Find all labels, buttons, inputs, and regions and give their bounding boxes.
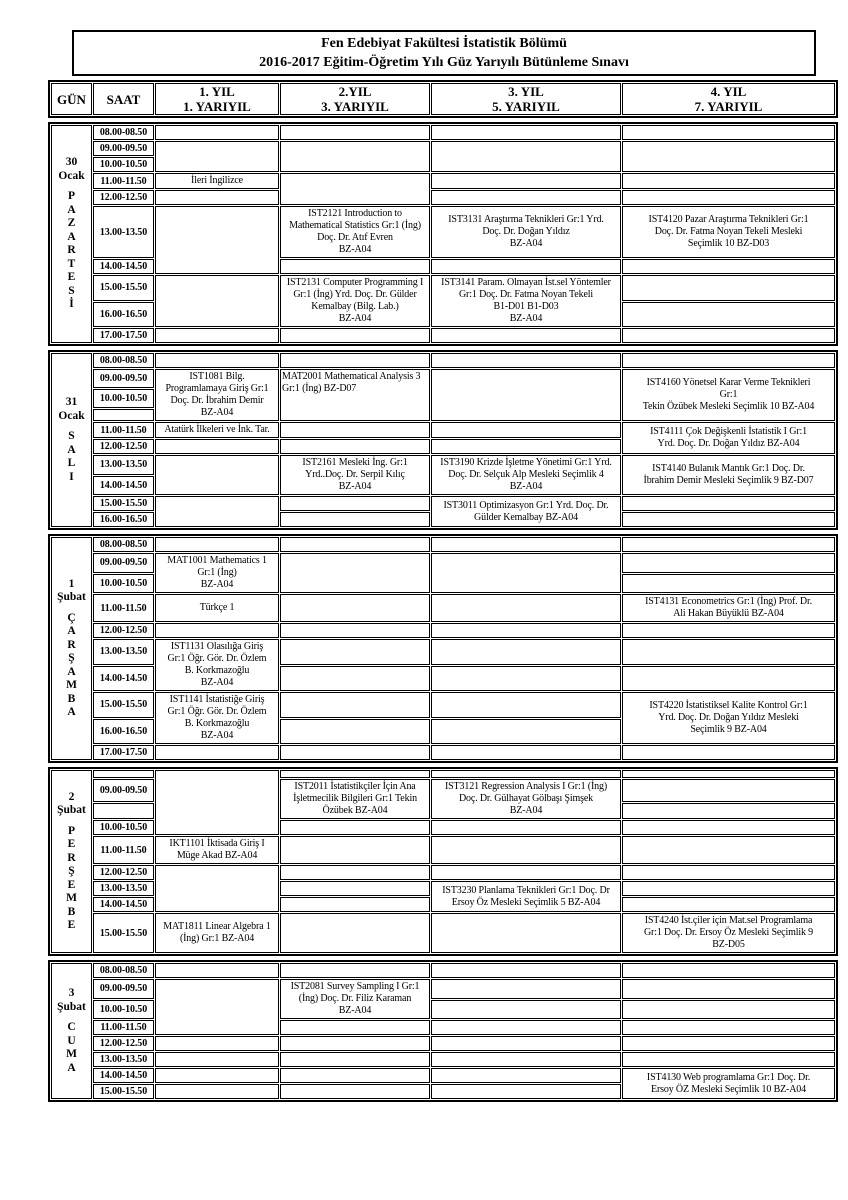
time-cell: 15.00-15.50 [93,496,154,511]
time-cell: 09.00-09.50 [93,979,154,999]
exam-cell: IST3011 Optimizasyon Gr:1 Yrd. Doç. Dr. Gülder Kemalbay BZ-A04 [431,496,621,527]
day-label [51,963,92,1099]
exam-cell: İleri İngilizce [155,173,279,189]
day-label [51,537,92,760]
empty-cell [431,190,621,205]
time-cell: 11.00-11.50 [93,836,154,864]
empty-cell [280,353,430,368]
empty-cell [155,963,279,978]
empty-cell [155,770,279,835]
time-cell: 10.00-10.50 [93,820,154,835]
year-label: 4. YIL [710,84,747,99]
document-title [72,30,816,76]
time-cell: 12.00-12.50 [93,439,154,454]
empty-cell [280,692,430,718]
exam-cell: IST4131 Econometrics Gr:1 (İng) Prof. Dr. Ali Hakan Büyüklü BZ-A04 [622,594,835,622]
header-year-2 [280,83,430,115]
empty-cell [622,125,835,140]
empty-cell [622,666,835,692]
time-cell: 10.00-10.50 [93,157,154,172]
exam-cell: IST3190 Krizde İşletme Yönetimi Gr:1 Yrd. Doç. Dr. Selçuk Alp Mesleki Seçimlik 4 BZ-A04 [431,455,621,495]
empty-cell [431,353,621,368]
day-label [51,770,92,953]
schedule-table [48,80,838,1102]
empty-cell [622,259,835,274]
empty-cell [280,820,430,835]
exam-cell: IST4140 Bulanık Mantık Gr:1 Doç. Dr. İbrahim Demir Mesleki Seçimlik 9 BZ-D07 [622,455,835,495]
empty-cell [622,328,835,343]
empty-cell [155,353,279,368]
time-cell: 09.00-09.50 [93,553,154,573]
empty-cell [431,369,621,421]
day-block [48,122,838,346]
empty-cell [431,125,621,140]
day-weekday: P A Z A R T E S İ [67,190,76,311]
empty-cell [431,259,621,274]
time-cell: 14.00-14.50 [93,897,154,912]
time-cell: 14.00-14.50 [93,1068,154,1083]
day-date: 3 Şubat [57,987,86,1013]
empty-cell [622,779,835,802]
empty-cell [431,623,621,638]
empty-cell [280,1068,430,1083]
time-cell: 13.00-13.50 [93,881,154,896]
empty-cell [155,1052,279,1067]
time-cell [93,770,154,778]
empty-cell [622,302,835,328]
empty-cell [431,1000,621,1020]
semester-label: 1. YARIYIL [183,99,251,114]
exam-cell: IST3230 Planlama Teknikleri Gr:1 Doç. Dr Ersoy Öz Mesleki Seçimlik 5 BZ-A04 [431,881,621,912]
day-date: 31 Ocak [58,396,85,422]
time-cell: 17.00-17.50 [93,745,154,760]
exam-cell: IST1081 Bilg. Programlamaya Giriş Gr:1 Doç. Dr. İbrahim Demir BZ-A04 [155,369,279,421]
empty-cell [622,865,835,880]
empty-cell [431,422,621,438]
empty-cell [431,1020,621,1035]
empty-cell [622,881,835,896]
exam-cell: IST4220 İstatistiksel Kalite Kontrol Gr:1 Yrd. Doç. Dr. Doğan Yıldız Mesleki Seçimlik 9 BZ-A04 [622,692,835,744]
empty-cell [280,1052,430,1067]
empty-cell [280,836,430,864]
empty-cell [155,979,279,1035]
empty-cell [431,836,621,864]
exam-cell: Atatürk İlkeleri ve İnk. Tar. [155,422,279,438]
exam-cell: MAT1001 Mathematics 1 Gr:1 (İng) BZ-A04 [155,553,279,593]
time-cell: 17.00-17.50 [93,328,154,343]
empty-cell [431,173,621,189]
day-weekday: Ç A R Ş A M B A [66,611,77,718]
time-cell: 14.00-14.50 [93,259,154,274]
time-cell: 11.00-11.50 [93,422,154,438]
day-date: 2 Şubat [57,790,86,816]
empty-cell [622,512,835,527]
empty-cell [155,328,279,343]
header-year-3 [431,83,621,115]
time-cell: 11.00-11.50 [93,173,154,189]
empty-cell [280,865,430,880]
time-cell: 16.00-16.50 [93,512,154,527]
empty-cell [155,455,279,495]
empty-cell [431,1084,621,1099]
empty-cell [622,745,835,760]
time-cell: 11.00-11.50 [93,1020,154,1035]
exam-cell: IST4111 Çok Değişkenli İstatistik I Gr:1 Yrd. Doç. Dr. Doğan Yıldız BZ-A04 [622,422,835,454]
year-label: 2.YIL [338,84,372,99]
header-row [48,80,838,118]
time-cell: 08.00-08.50 [93,353,154,368]
empty-cell [280,512,430,527]
empty-cell [622,979,835,999]
empty-cell [431,1036,621,1051]
empty-cell [431,1068,621,1083]
time-cell: 10.00-10.50 [93,1000,154,1020]
year-label: 1. YIL [199,84,235,99]
empty-cell [622,770,835,778]
time-cell: 14.00-14.50 [93,666,154,692]
empty-cell [622,353,835,368]
empty-cell [280,745,430,760]
time-cell: 09.00-09.50 [93,369,154,388]
empty-cell [280,913,430,953]
time-cell: 08.00-08.50 [93,125,154,140]
empty-cell [431,553,621,593]
empty-cell [155,865,279,912]
empty-cell [431,141,621,172]
day-weekday: P E R Ş E M B E [66,824,77,931]
empty-cell [622,496,835,511]
empty-cell [280,173,430,205]
time-cell: 13.00-13.50 [93,639,154,665]
empty-cell [280,623,430,638]
exam-cell: MAT2001 Mathematical Analysis 3 Gr:1 (İng) BZ-D07 [280,369,430,421]
empty-cell [622,820,835,835]
empty-cell [431,913,621,953]
empty-cell [622,1020,835,1035]
exam-cell: IST2131 Computer Programming I Gr:1 (İng) Yrd. Doç. Dr. Gülder Kemalbay (Bilg. Lab.) BZ-A04 [280,275,430,327]
empty-cell [622,1036,835,1051]
empty-cell [431,1052,621,1067]
empty-cell [155,125,279,140]
empty-cell [155,623,279,638]
exam-cell: IST4130 Web programlama Gr:1 Doç. Dr. Ersoy ÖZ Mesleki Seçimlik 10 BZ-A04 [622,1068,835,1099]
empty-cell [431,719,621,745]
time-cell: 10.00-10.50 [93,389,154,408]
empty-cell [280,496,430,511]
exam-cell: IST1141 İstatistiğe Giriş Gr:1 Öğr. Gör. Dr. Özlem B. Korkmazoğlu BZ-A04 [155,692,279,744]
day-block [48,350,838,530]
semester-label: 5. YARIYIL [492,99,560,114]
header-year-1 [155,83,279,115]
empty-cell [280,770,430,778]
empty-cell [280,897,430,912]
empty-cell [622,1000,835,1020]
empty-cell [622,803,835,819]
empty-cell [155,1068,279,1083]
exam-cell: IST4120 Pazar Araştırma Teknikleri Gr:1 Doç. Dr. Fatma Noyan Tekeli Mesleki Seçimlik 10 BZ-D03 [622,206,835,258]
empty-cell [622,639,835,665]
empty-cell [622,963,835,978]
empty-cell [622,275,835,301]
empty-cell [431,639,621,665]
day-block [48,534,838,763]
empty-cell [280,594,430,622]
empty-cell [280,125,430,140]
empty-cell [431,979,621,999]
empty-cell [280,141,430,172]
empty-cell [280,553,430,593]
empty-cell [431,770,621,778]
exam-cell: IST1131 Olasılığa Giriş Gr:1 Öğr. Gör. Dr. Özlem B. Korkmazoğlu BZ-A04 [155,639,279,691]
empty-cell [431,328,621,343]
exam-cell: IST3131 Araştırma Teknikleri Gr:1 Yrd. Doç. Dr. Doğan Yıldız BZ-A04 [431,206,621,258]
semester-label: 3. YARIYIL [321,99,389,114]
empty-cell [622,623,835,638]
time-cell: 13.00-13.50 [93,206,154,258]
empty-cell [280,439,430,454]
empty-cell [280,1020,430,1035]
exam-cell: IST2121 Introduction to Mathematical Statistics Gr:1 (İng) Doç. Dr. Atıf Evren BZ-A04 [280,206,430,258]
time-cell: 15.00-15.50 [93,1084,154,1099]
empty-cell [431,963,621,978]
empty-cell [280,328,430,343]
time-cell: 13.00-13.50 [93,455,154,475]
empty-cell [155,439,279,454]
day-weekday: C U M A [66,1021,77,1074]
empty-cell [155,1036,279,1051]
time-cell: 12.00-12.50 [93,1036,154,1051]
title-line-1: Fen Edebiyat Fakültesi İstatistik Bölümü [321,36,567,51]
time-cell [93,409,154,421]
empty-cell [622,141,835,172]
day-weekday: S A L I [67,430,76,483]
time-cell: 16.00-16.50 [93,302,154,328]
empty-cell [431,537,621,552]
exam-cell: IST3121 Regression Analysis I Gr:1 (İng) Doç. Dr. Gülhayat Gölbaşı Şimşek BZ-A04 [431,779,621,819]
time-cell: 13.00-13.50 [93,1052,154,1067]
time-cell: 08.00-08.50 [93,963,154,978]
day-label [51,353,92,527]
title-line-2: 2016-2017 Eğitim-Öğretim Yılı Güz Yarıyılı Bütünleme Sınavı [259,55,629,70]
exam-cell: IST2011 İstatistikçiler İçin Ana İşletmecilik Bilgileri Gr:1 Tekin Özübek BZ-A04 [280,779,430,819]
time-cell: 11.00-11.50 [93,594,154,622]
empty-cell [155,190,279,205]
empty-cell [280,1036,430,1051]
empty-cell [622,1052,835,1067]
empty-cell [431,745,621,760]
empty-cell [280,719,430,745]
empty-cell [622,553,835,573]
exam-cell: MAT1811 Linear Algebra 1 (İng) Gr:1 BZ-A04 [155,913,279,953]
day-date: 1 Şubat [57,577,86,603]
empty-cell [431,666,621,692]
empty-cell [431,865,621,880]
time-cell: 10.00-10.50 [93,574,154,594]
empty-cell [280,1084,430,1099]
time-cell: 16.00-16.50 [93,719,154,745]
time-cell: 12.00-12.50 [93,865,154,880]
empty-cell [155,206,279,274]
exam-cell: IST2161 Mesleki İng. Gr:1 Yrd..Doç. Dr. Serpil Kılıç BZ-A04 [280,455,430,495]
time-cell: 08.00-08.50 [93,537,154,552]
time-cell: 12.00-12.50 [93,623,154,638]
empty-cell [155,141,279,172]
year-label: 3. YIL [508,84,544,99]
empty-cell [622,574,835,594]
time-cell [93,803,154,819]
exam-cell: IKT1101 İktisada Giriş I Müge Akad BZ-A04 [155,836,279,864]
time-cell: 14.00-14.50 [93,476,154,496]
day-label [51,125,92,343]
empty-cell [280,639,430,665]
empty-cell [280,537,430,552]
time-cell: 15.00-15.50 [93,913,154,953]
empty-cell [622,173,835,189]
day-block [48,960,838,1102]
empty-cell [155,1084,279,1099]
time-cell: 09.00-09.50 [93,141,154,156]
empty-cell [280,666,430,692]
empty-cell [622,836,835,864]
exam-cell: IST4240 İst.çiler için Mat.sel Programlama Gr:1 Doç. Dr. Ersoy Öz Mesleki Seçimlik 9 BZ-D05 [622,913,835,953]
empty-cell [280,259,430,274]
empty-cell [155,496,279,527]
empty-cell [431,439,621,454]
empty-cell [431,820,621,835]
empty-cell [280,881,430,896]
empty-cell [622,537,835,552]
time-cell: 15.00-15.50 [93,275,154,301]
header-gun: GÜN [51,83,92,115]
time-cell: 15.00-15.50 [93,692,154,718]
empty-cell [155,275,279,327]
semester-label: 7. YARIYIL [694,99,763,114]
empty-cell [431,594,621,622]
exam-cell: IST4160 Yönetsel Karar Verme Teknikleri Gr:1 Tekin Özübek Mesleki Seçimlik 10 BZ-A04 [622,369,835,421]
day-block [48,767,838,956]
empty-cell [280,963,430,978]
empty-cell [431,692,621,718]
empty-cell [155,537,279,552]
exam-cell: IST2081 Survey Sampling I Gr:1 (İng) Doç. Dr. Filiz Karaman BZ-A04 [280,979,430,1019]
header-year-4 [622,83,835,115]
day-date: 30 Ocak [58,156,85,182]
empty-cell [280,422,430,438]
time-cell: 12.00-12.50 [93,190,154,205]
empty-cell [622,897,835,912]
time-cell: 09.00-09.50 [93,779,154,802]
empty-cell [622,190,835,205]
header-saat: SAAT [93,83,154,115]
empty-cell [155,745,279,760]
exam-cell: Türkçe 1 [155,594,279,622]
day-blocks [48,122,838,1102]
exam-cell: IST3141 Param. Olmayan İst.sel Yöntemler Gr:1 Doç. Dr. Fatma Noyan Tekeli B1-D01 B1-D03 BZ-A04 [431,275,621,327]
